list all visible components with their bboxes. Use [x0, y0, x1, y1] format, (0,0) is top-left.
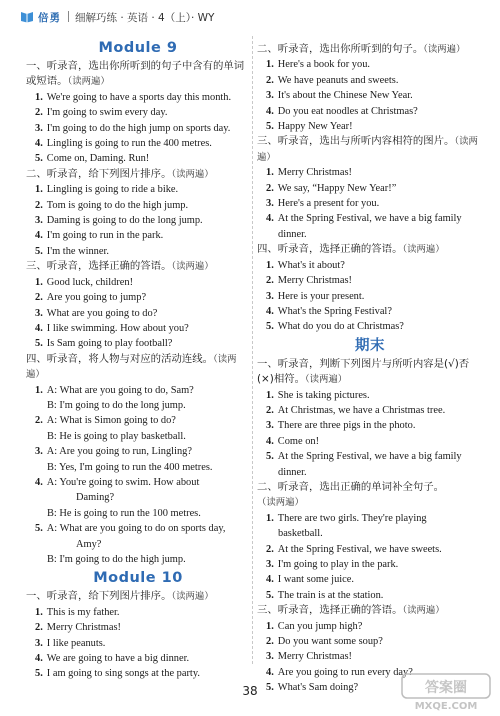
list-item: 2. Are you going to jump?: [35, 292, 147, 304]
list-item: 1. Lingling is going to ride a bike.: [35, 184, 179, 196]
list-item: 4. Do you eat noodles at Christmas?: [266, 105, 418, 117]
list-item: 5. What do you do at Christmas?: [266, 321, 404, 333]
list-item: 4. What's the Spring Festival?: [266, 305, 392, 317]
list-item: 4. I want some juice.: [266, 574, 354, 586]
dialogue-line: 5. A: What are you going to do on sports day,: [35, 523, 226, 535]
section-heading: 三、听录音，选出与所听内容相符的图片。（读两遍）: [257, 135, 478, 163]
final-exam-title: 期末: [355, 337, 385, 354]
header-separator: [68, 11, 69, 22]
list-item: 4. At the Spring Festival, we have a big family: [266, 213, 462, 225]
list-item: 4. We are going to have a big dinner.: [35, 653, 190, 665]
list-item: 3. Merry Christmas!: [266, 651, 352, 663]
section-heading: 一、听录音，给下列图片排序。（读两遍）: [26, 590, 214, 603]
list-item: 1. She is taking pictures.: [266, 389, 370, 401]
list-item: 2. Merry Christmas!: [35, 622, 121, 634]
dialogue-line: 1. A: What are you going to do, Sam?: [35, 384, 194, 396]
list-item: 5. Come on, Daming. Run!: [35, 153, 150, 165]
book-logo-icon: [20, 9, 34, 23]
section-heading: 二、听录音，选出正确的单词补全句子。（读两遍）: [257, 480, 445, 509]
list-item: 4. Come on!: [266, 435, 320, 447]
list-item: 2. Merry Christmas!: [266, 275, 352, 287]
list-item: 4. I like swimming. How about you?: [35, 322, 189, 334]
list-item: 5. The train is at the station.: [266, 589, 384, 601]
right-column: [257, 42, 483, 696]
dialogue-line: B: I'm going to do the long jump.: [47, 399, 186, 411]
list-item: 4. Are you going to run every day?: [266, 666, 413, 678]
list-item: 3. It's about the Chinese New Year.: [266, 90, 413, 102]
list-item: 4. Lingling is going to run the 400 metres.: [35, 138, 212, 150]
section-heading: 二、听录音，选出你所听到的句子。（读两遍）: [257, 43, 466, 55]
dialogue-line: 2. A: What is Simon going to do?: [35, 415, 176, 427]
list-item: 3. I like peanuts.: [35, 637, 106, 649]
list-item: 3. What are you going to do?: [35, 307, 158, 319]
list-item: 5. Happy New Year!: [266, 121, 353, 133]
list-item: 1. We're going to have a sports day this month.: [35, 91, 232, 103]
section-heading: 四、听录音，选择正确的答语。（读两遍）: [257, 243, 445, 256]
list-item: 5. What's Sam doing?: [266, 682, 359, 694]
dialogue-line: 4. A: You're going to swim. How about: [35, 476, 200, 488]
list-item: 3. There are three pigs in the photo.: [266, 420, 416, 432]
list-item: 5. I am going to sing songs at the party.: [35, 668, 200, 680]
section-heading: 二、听录音，给下列图片排序。（读两遍）: [26, 167, 214, 180]
dialogue-line: Amy?: [76, 538, 102, 550]
list-item: 2. At the Spring Festival, we have sweets.: [266, 543, 442, 555]
dialogue-line: B: He is going to run the 100 metres.: [47, 507, 201, 519]
list-item: 4. I'm going to run in the park.: [35, 230, 164, 242]
list-item: 5. At the Spring Festival, we have a big family: [266, 451, 462, 463]
list-item-continued: basketball.: [278, 528, 323, 540]
list-item: 1. Merry Christmas!: [266, 167, 352, 179]
list-item: 5. Is Sam going to play football?: [35, 338, 173, 350]
list-item: 1. This is my father.: [35, 606, 120, 618]
list-item: 2. Tom is going to do the high jump.: [35, 199, 189, 211]
section-heading: 一、听录音，判断下列图片与所听内容是(√)否(×)相符。（读两遍）: [257, 357, 470, 386]
list-item: 2. At Christmas, we have a Christmas tree.: [266, 404, 446, 416]
list-item-continued: dinner.: [278, 228, 307, 240]
page-header: [0, 0, 500, 28]
list-item: 1. Here's a book for you.: [266, 59, 370, 71]
list-item: 2. Do you want some soup?: [266, 636, 383, 648]
section-heading: 四、听录音，将人物与对应的活动连线。（读两遍）: [26, 352, 237, 381]
section-heading: 三、听录音，选择正确的答语。（读两遍）: [26, 260, 214, 273]
brand-name: 倍勇: [38, 12, 61, 24]
list-item: 3. Daming is going to do the long jump.: [35, 215, 203, 227]
list-item: 1. Good luck, children!: [35, 276, 134, 288]
module-10-title: Module 10: [93, 570, 183, 587]
list-item-continued: dinner.: [278, 466, 307, 478]
list-item: 5. I'm the winner.: [35, 245, 109, 257]
dialogue-line: Daming?: [76, 492, 115, 504]
module-9-title: Module 9: [98, 40, 178, 56]
section-heading: 一、听录音，选出你所听到的句子中含有的单词或短语。（读两遍）: [26, 60, 245, 88]
list-item: 2. I'm going to swim every day.: [35, 107, 168, 119]
watermark-logo: [400, 672, 492, 712]
list-item: 1. What's it about?: [266, 259, 345, 271]
list-item: 3. Here's a present for you.: [266, 198, 380, 210]
dialogue-line: B: He is going to play basketball.: [47, 430, 186, 442]
list-item: 1. Can you jump high?: [266, 620, 363, 632]
list-item: 1. There are two girls. They're playing: [266, 512, 427, 524]
left-column: [26, 37, 250, 682]
section-heading: 三、听录音，选择正确的答语。（读两遍）: [257, 604, 445, 617]
dialogue-line: 3. A: Are you going to run, Lingling?: [35, 446, 192, 458]
book-title: 细解巧练 · 英语 · 4（上）· WY: [75, 12, 215, 24]
svg-text:MXQE.COM: MXQE.COM: [414, 701, 478, 712]
column-divider: [252, 36, 253, 664]
page-number: 38: [242, 684, 258, 698]
dialogue-line: B: I'm going to do the high jump.: [47, 554, 186, 565]
list-item: 3. I'm going to play in the park.: [266, 559, 399, 570]
svg-text:答案圈: 答案圈: [425, 680, 467, 696]
list-item: 2. We say, “Happy New Year!”: [266, 182, 397, 194]
list-item: 3. I'm going to do the high jump on sports day.: [35, 122, 231, 134]
dialogue-line: B: Yes, I'm going to run the 400 metres.: [47, 461, 213, 473]
list-item: 3. Here is your present.: [266, 290, 365, 302]
list-item: 2. We have peanuts and sweets.: [266, 74, 399, 86]
